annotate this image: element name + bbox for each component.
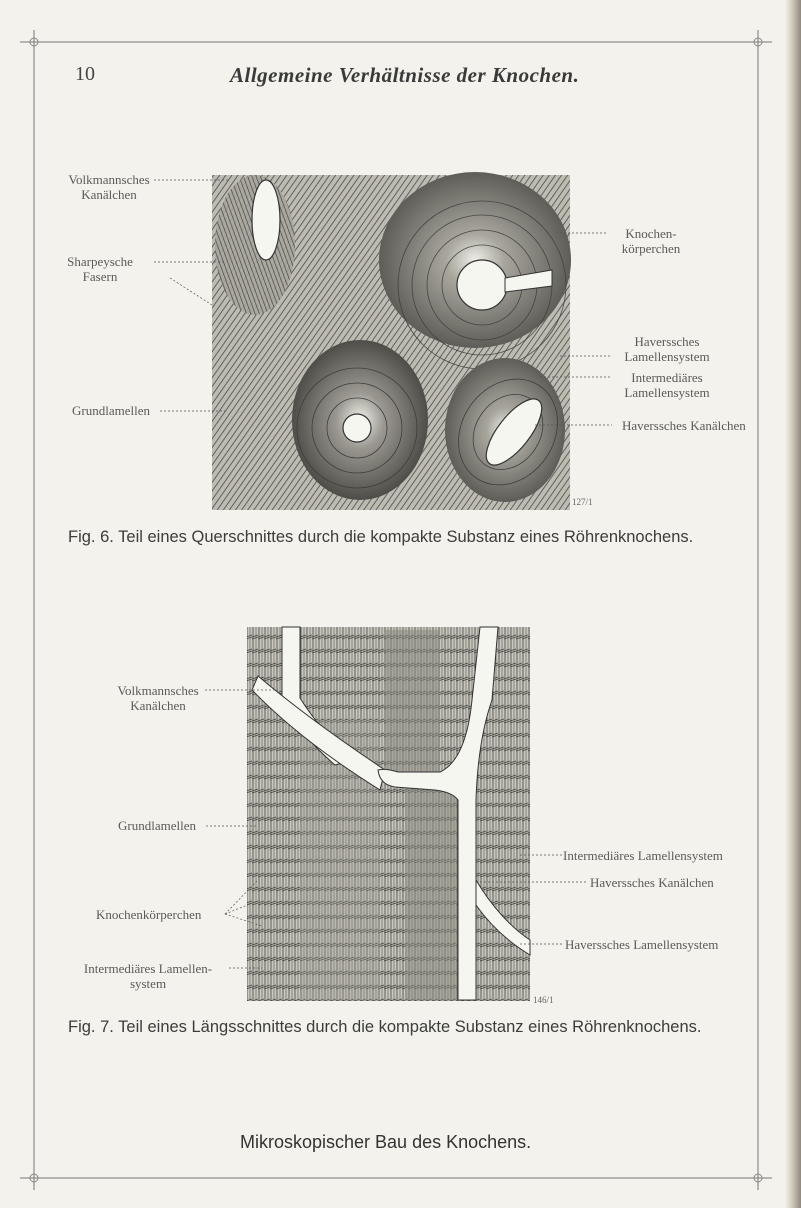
fig7-label-havers-kanal: Haverssches Kanälchen [590,875,714,890]
fig7-scale: 146/1 [533,995,554,1005]
fig7-label-grundlamellen: Grundlamellen [118,818,196,833]
fig6-label-havers-system: Haverssches Lamellensystem [624,334,710,364]
fig6-scale: 127/1 [572,497,593,507]
fig7-label-knochenkoerperchen: Knochenkörperchen [96,907,202,922]
page-number: 10 [75,63,95,85]
fig7-caption: Fig. 7. Teil eines Längsschnittes durch die kompakte Substanz eines Röhrenknochens. [68,1018,702,1036]
plate-footer-title: Mikroskopischer Bau des Knochens. [240,1132,532,1152]
fig7-label-havers-system: Haverssches Lamellensystem [565,937,719,952]
fig6-label-knochenkoerperchen: Knochen- körperchen [621,226,681,256]
fig7-label-intermediaer-left: Intermediäres Lamellen- system [83,961,213,991]
fig6-label-intermediaer: Intermediäres Lamellensystem [624,370,710,400]
running-header-title: Allgemeine Verhältnisse der Knochen. [230,63,580,87]
fig7-label-volkmann: Volkmannsches Kanälchen [117,683,199,713]
fig6-label-sharpey: Sharpeysche Fasern [67,254,133,284]
fig7-label-intermediaer-right: Intermediäres Lamellensystem [563,848,723,863]
fig6-caption: Fig. 6. Teil eines Querschnittes durch die kompakte Substanz eines Röhrenknochens. [68,528,694,546]
fig6-label-havers-kanal: Haverssches Kanälchen [622,418,746,433]
fig6-label-grundlamellen: Grundlamellen [72,403,150,418]
figure7-illustration [205,627,588,1001]
fig6-label-volkmann: Volkmannsches Kanälchen [68,172,150,202]
figure6-illustration [154,172,612,510]
